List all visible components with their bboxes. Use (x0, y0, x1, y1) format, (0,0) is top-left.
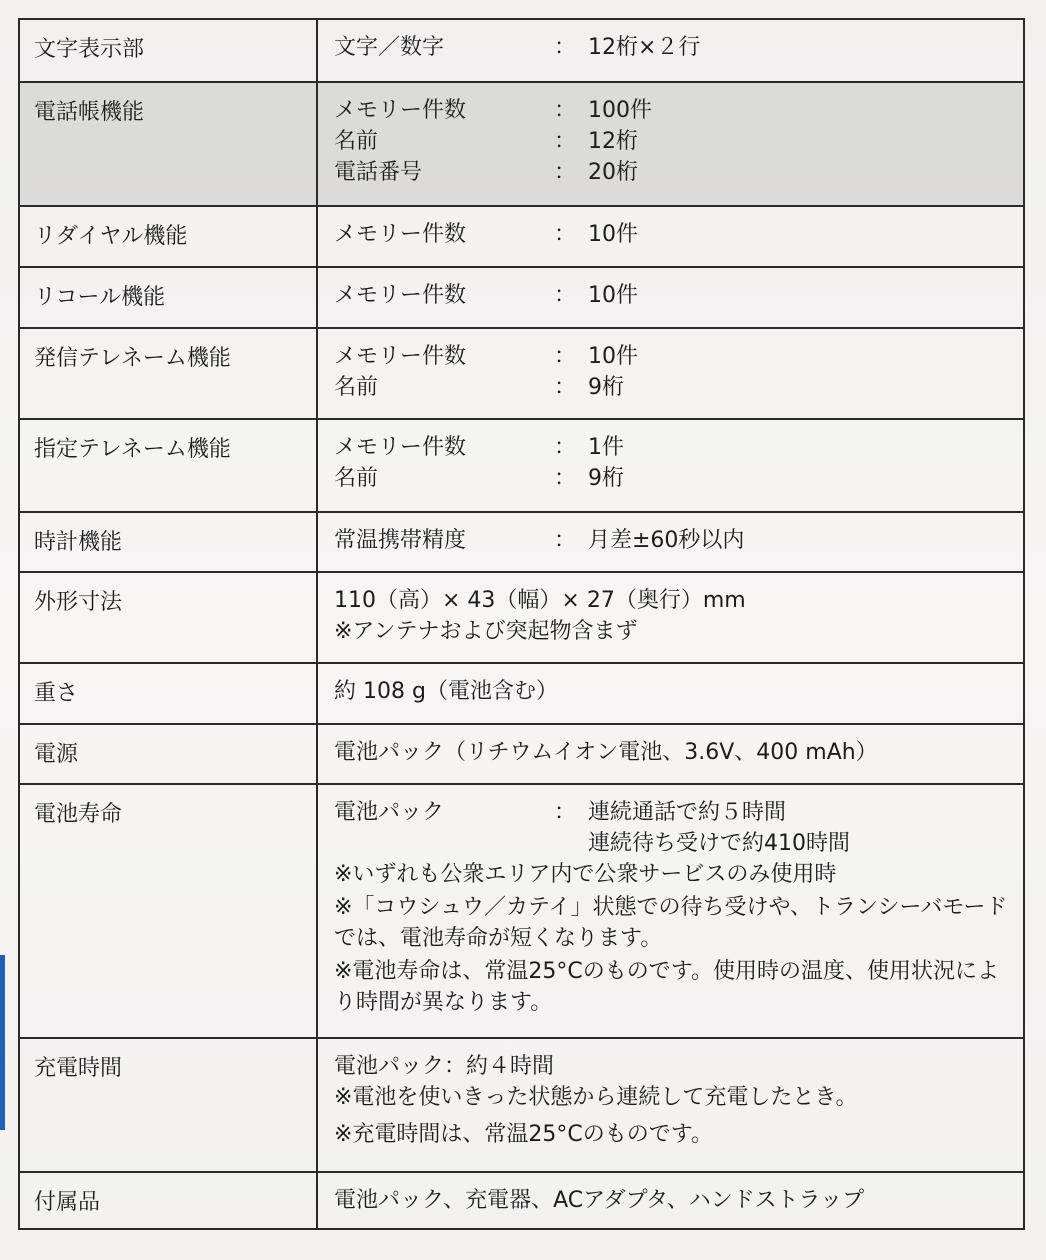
row-label: リコール機能 (19, 267, 317, 328)
note-text: ※充電時間は、常温25°Cのものです。 (334, 1122, 714, 1147)
table-row (19, 663, 1024, 724)
row-value (317, 663, 1024, 724)
table-row (19, 19, 1024, 82)
note-text: ※電池を使いきった状態から連続して充電したとき。 (334, 1085, 858, 1110)
table-row (19, 419, 1024, 512)
row-value (317, 19, 1024, 82)
row-value (317, 572, 1024, 663)
row-label: リダイヤル機能 (19, 206, 317, 267)
spec-colon: ： (554, 375, 577, 400)
row-label: 発信テレネーム機能 (19, 328, 317, 419)
spec-value: 9桁 (588, 375, 624, 400)
spec-colon: ： (554, 160, 577, 185)
spec-colon: ： (554, 98, 577, 123)
spec-key: 常温携帯精度 (334, 528, 467, 553)
spec-value: 1件 (588, 435, 624, 460)
spec-colon: ： (554, 528, 577, 553)
row-value (317, 724, 1024, 784)
row-label: 電話帳機能 (19, 82, 317, 206)
spec-key: メモリー件数 (334, 98, 467, 123)
row-label: 電池寿命 (19, 784, 317, 1038)
row-value (317, 267, 1024, 328)
charge-time-text: 電池パック：約４時間 (334, 1054, 555, 1079)
spec-key: 電話番号 (334, 160, 423, 185)
row-value (317, 419, 1024, 512)
row-label: 電源 (19, 724, 317, 784)
spec-key: 文字／数字 (334, 35, 445, 60)
row-value (317, 512, 1024, 572)
spec-value: 12桁 (588, 129, 638, 154)
spec-key: メモリー件数 (334, 344, 467, 369)
spec-table (18, 18, 1025, 1230)
spec-value: 100件 (588, 98, 652, 123)
row-label: 指定テレネーム機能 (19, 419, 317, 512)
spec-colon: ： (554, 800, 577, 825)
spec-key: 名前 (334, 375, 379, 400)
row-value (317, 1172, 1024, 1229)
spec-colon: ： (554, 35, 577, 60)
spec-key: 名前 (334, 466, 379, 491)
spec-value: 9桁 (588, 466, 624, 491)
note-text: ※「コウシュウ／カテイ」状態での待ち受けや、トランシーバモードでは、電池寿命が短くなります。 (334, 895, 1008, 951)
weight-text: 約 108 g（電池含む） (334, 679, 558, 704)
note-text: ※電池寿命は、常温25°Cのものです。使用時の温度、使用状況により時間が異なります。 (334, 959, 1000, 1015)
spec-key: 電池パック (334, 800, 445, 825)
dimensions-text: 110（高）× 43（幅）× 27（奥行）mm (334, 588, 746, 613)
row-value (317, 784, 1024, 1038)
note-text: ※アンテナおよび突起物含まず (334, 619, 638, 644)
table-row (19, 784, 1024, 1038)
table-row (19, 1172, 1024, 1229)
spec-colon: ： (554, 435, 577, 460)
spec-value: 月差±60秒以内 (588, 528, 745, 553)
power-text: 電池パック（リチウムイオン電池、3.6V、400 mAh） (334, 740, 878, 765)
row-label: 充電時間 (19, 1038, 317, 1172)
note-text: ※いずれも公衆エリア内で公衆サービスのみ使用時 (334, 862, 837, 887)
table-row (19, 267, 1024, 328)
spec-value: 12桁×２行 (588, 35, 701, 60)
page-edge-marker (0, 955, 5, 1130)
spec-colon: ： (554, 466, 577, 491)
spec-colon: ： (554, 129, 577, 154)
table-row (19, 328, 1024, 419)
table-row (19, 82, 1024, 206)
table-row (19, 1038, 1024, 1172)
spec-colon: ： (554, 344, 577, 369)
table-row (19, 724, 1024, 784)
row-value (317, 328, 1024, 419)
row-label: 時計機能 (19, 512, 317, 572)
row-value (317, 206, 1024, 267)
spec-value: 20桁 (588, 160, 638, 185)
spec-value: 10件 (588, 222, 638, 247)
spec-value: 連続待ち受けで約410時間 (588, 831, 850, 856)
row-label: 付属品 (19, 1172, 317, 1229)
row-value (317, 82, 1024, 206)
spec-colon: ： (554, 222, 577, 247)
spec-key: メモリー件数 (334, 435, 467, 460)
row-label: 外形寸法 (19, 572, 317, 663)
spec-key: 名前 (334, 129, 379, 154)
row-value (317, 1038, 1024, 1172)
table-row (19, 572, 1024, 663)
table-row (19, 206, 1024, 267)
spec-value: 10件 (588, 283, 638, 308)
row-label: 文字表示部 (19, 19, 317, 82)
row-label: 重さ (19, 663, 317, 724)
table-row (19, 512, 1024, 572)
spec-key: メモリー件数 (334, 222, 467, 247)
spec-key: メモリー件数 (334, 283, 467, 308)
accessories-text: 電池パック、充電器、ACアダプタ、ハンドストラップ (334, 1188, 865, 1213)
spec-value: 連続通話で約５時間 (588, 800, 787, 825)
spec-value: 10件 (588, 344, 638, 369)
spec-colon: ： (554, 283, 577, 308)
